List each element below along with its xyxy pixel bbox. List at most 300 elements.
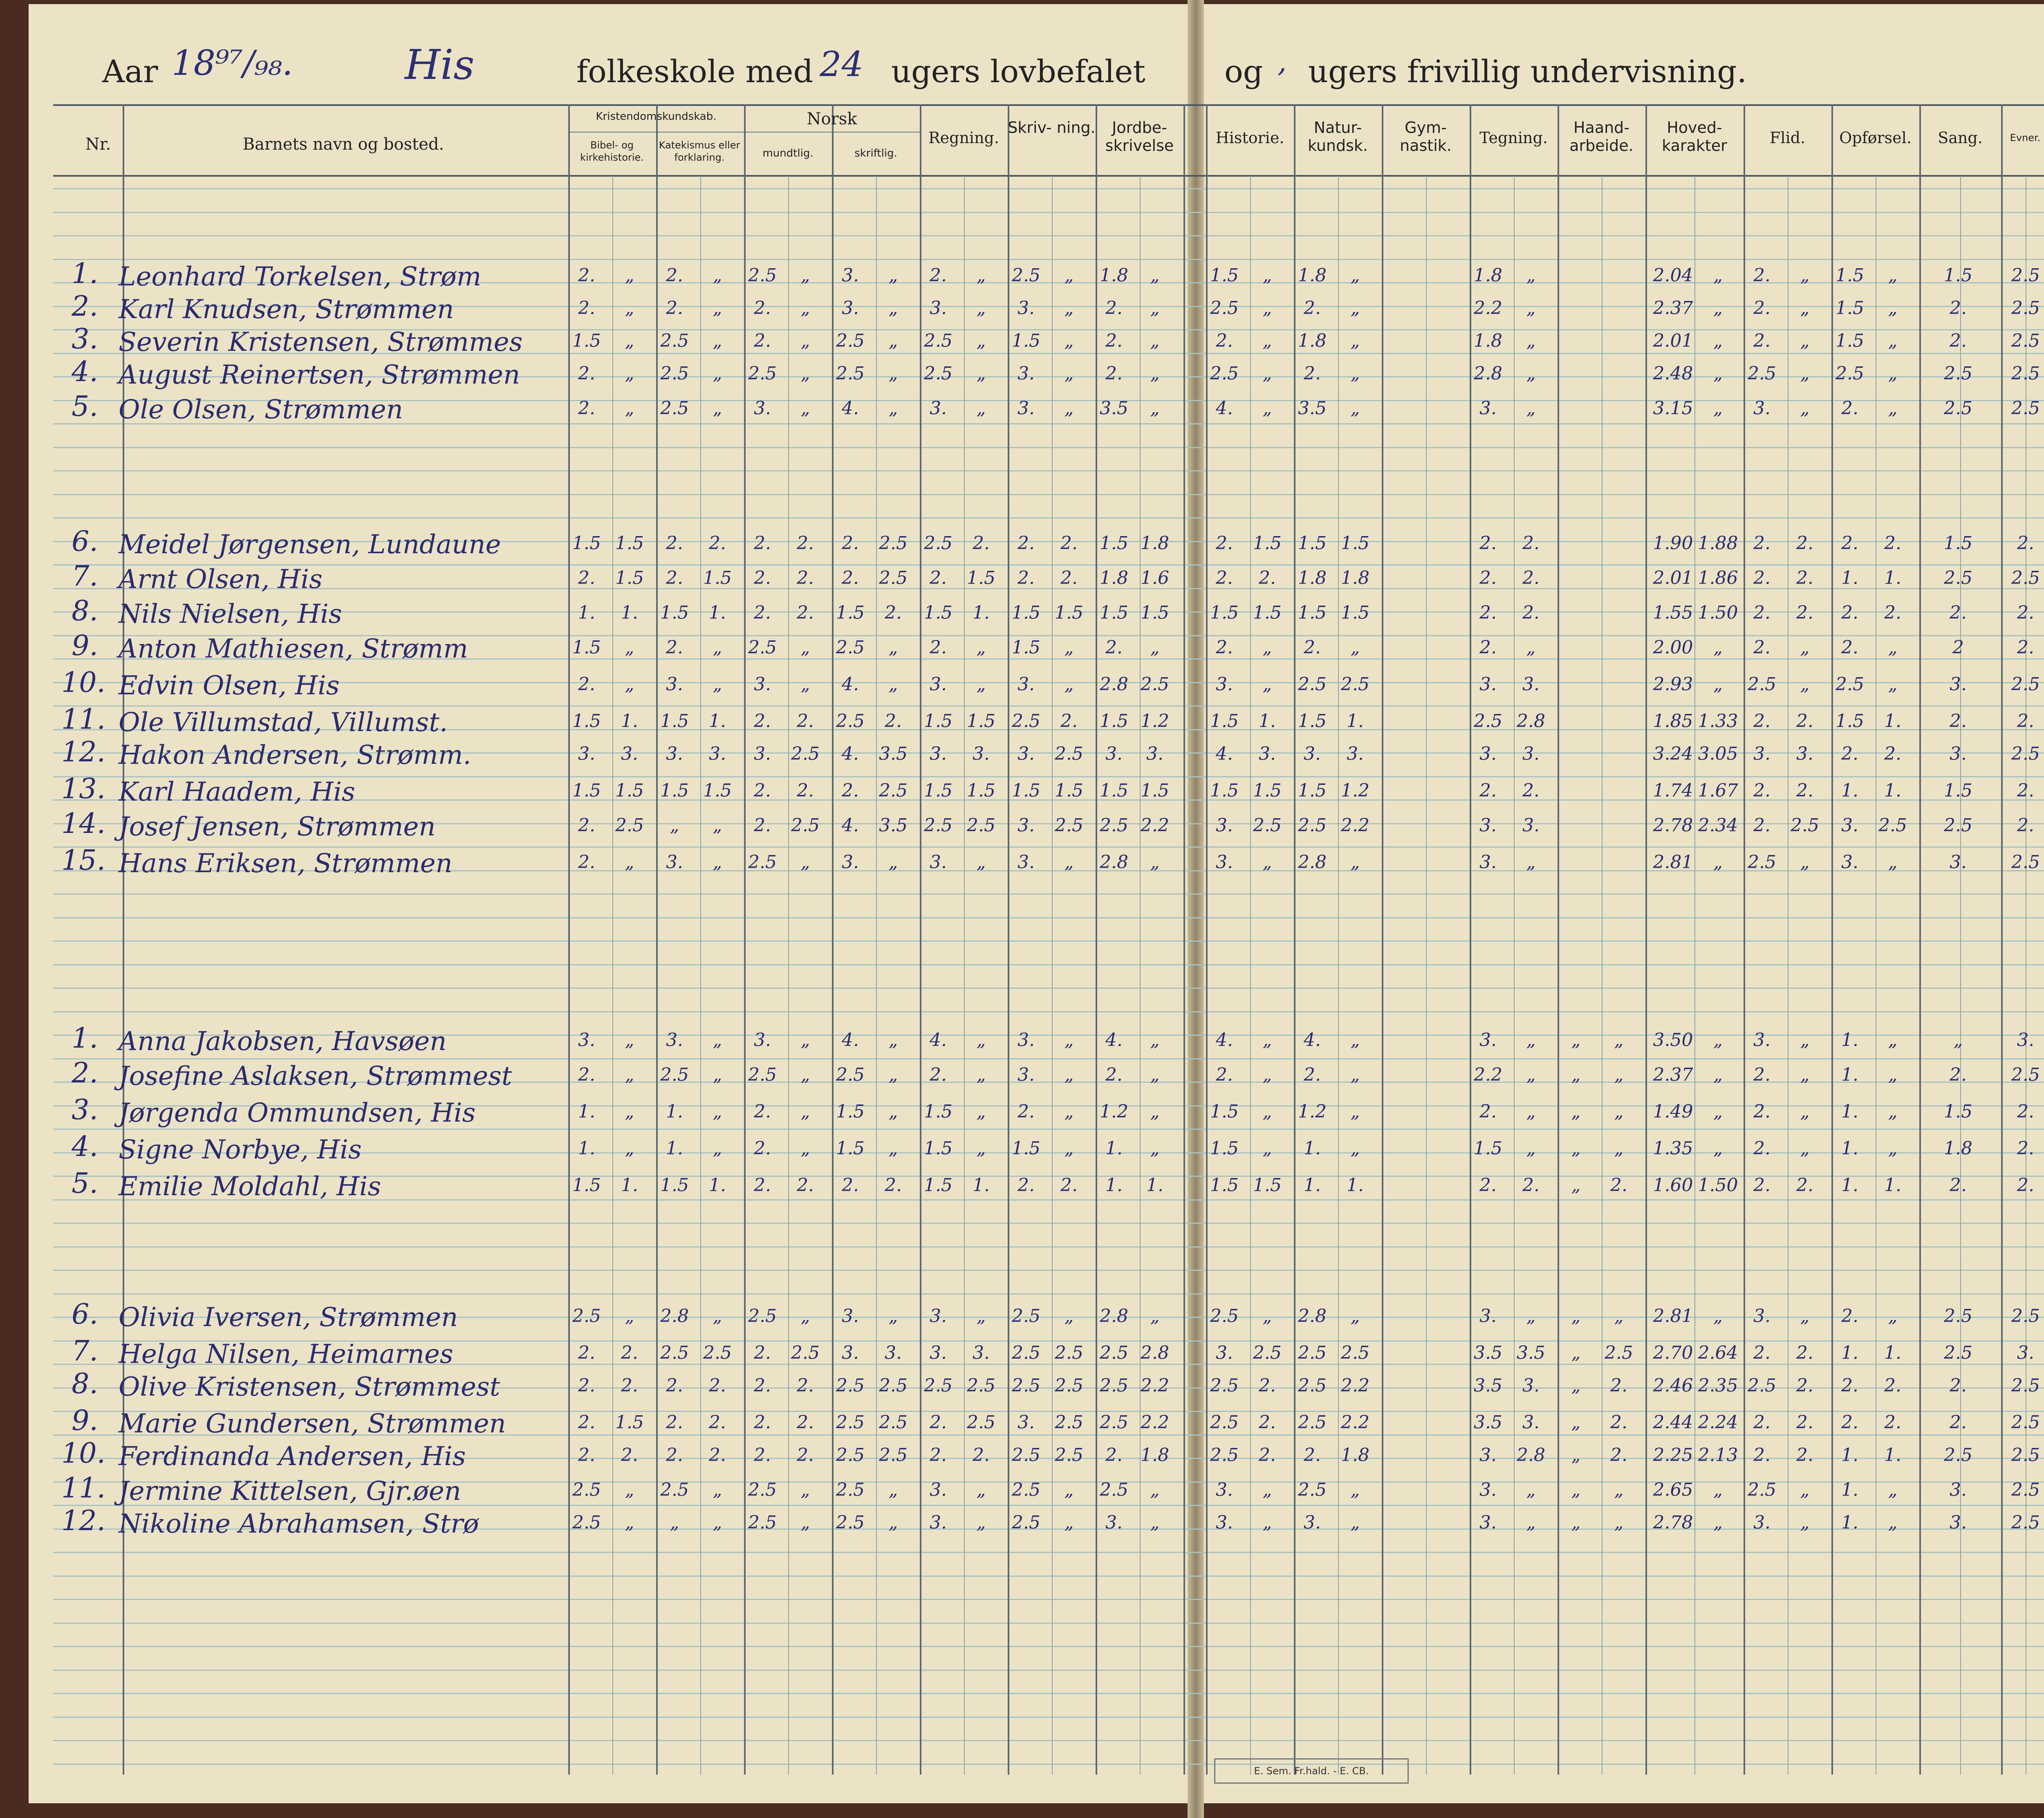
row-number: 5. bbox=[72, 391, 98, 423]
grade-cell: 2.5 bbox=[1944, 1445, 1972, 1466]
grade-cell: 2.5 bbox=[836, 1479, 865, 1500]
grade-cell: 2. bbox=[578, 568, 595, 588]
grade-cell: 2.5 bbox=[1100, 1375, 1128, 1396]
grade-cell: „ bbox=[1064, 265, 1074, 286]
row-number: 4. bbox=[72, 356, 98, 388]
grade-cell: 2.5 bbox=[791, 815, 820, 836]
grade-cell: „ bbox=[1350, 1479, 1360, 1500]
grade-cell: 2.46 bbox=[1653, 1375, 1693, 1396]
grade-cell: 2.5 bbox=[2011, 330, 2040, 351]
grade-cell: 2. bbox=[930, 568, 947, 588]
grade-cell: 2. bbox=[1259, 1445, 1276, 1466]
grade-cell: „ bbox=[1614, 1101, 1624, 1122]
grade-cell: 2. bbox=[1479, 533, 1497, 554]
grade-cell: „ bbox=[1350, 1101, 1360, 1122]
row-number: 6. bbox=[72, 1298, 98, 1331]
grade-cell: „ bbox=[976, 1101, 986, 1122]
grade-cell: 1.5 bbox=[1055, 780, 1083, 801]
grade-cell: 1.5 bbox=[1298, 602, 1327, 623]
grade-cell: 2. bbox=[1796, 533, 1813, 554]
grade-cell: 1.5 bbox=[1210, 1138, 1239, 1159]
grade-cell: 2. bbox=[1841, 637, 1858, 658]
grade-cell: 2.5 bbox=[660, 1064, 689, 1085]
grade-cell: 1. bbox=[1105, 1138, 1123, 1159]
grade-cell: 1. bbox=[1841, 1479, 1858, 1500]
grade-cell: 1.2 bbox=[1141, 711, 1169, 732]
grade-cell: 2.64 bbox=[1698, 1342, 1738, 1363]
grade-cell: 2. bbox=[1060, 1175, 1078, 1196]
grade-cell: 1.5 bbox=[1298, 533, 1327, 554]
grade-cell: „ bbox=[1800, 852, 1810, 873]
frivillig-text: ugers frivillig undervisning. bbox=[1308, 53, 1747, 90]
grade-cell: 3.5 bbox=[1298, 398, 1327, 419]
row-number: 14. bbox=[61, 808, 106, 840]
grade-cell: 2.2 bbox=[1341, 815, 1369, 836]
grade-cell: 1.5 bbox=[660, 780, 689, 801]
grade-cell: „ bbox=[1614, 1064, 1624, 1085]
grade-cell: 1.5 bbox=[572, 1175, 601, 1196]
grade-cell: 2. bbox=[1841, 1375, 1858, 1396]
grade-cell: 1.8 bbox=[1298, 330, 1327, 351]
grade-cell: 2. bbox=[797, 533, 814, 554]
grade-cell: 2. bbox=[1950, 298, 1967, 319]
grade-cell: „ bbox=[1064, 852, 1074, 873]
row-number: 2. bbox=[72, 290, 98, 323]
grade-cell: „ bbox=[1713, 398, 1723, 419]
grade-cell: 3. bbox=[842, 852, 859, 873]
grade-cell: 2.8 bbox=[1100, 674, 1128, 695]
grade-cell: 1.5 bbox=[660, 1175, 689, 1196]
grade-cell: „ bbox=[1150, 398, 1160, 419]
grade-cell: 2.2 bbox=[1341, 1412, 1369, 1433]
grade-cell: 1. bbox=[1884, 1445, 1901, 1466]
grade-cell: „ bbox=[1150, 1138, 1160, 1159]
grade-cell: 2.5 bbox=[660, 1342, 689, 1363]
grade-cell: 2.5 bbox=[660, 363, 689, 384]
row-number: 7. bbox=[72, 560, 98, 593]
grade-cell: 2. bbox=[1304, 1064, 1321, 1085]
grade-cell: 2. bbox=[709, 1445, 726, 1466]
grade-cell: „ bbox=[713, 1064, 722, 1085]
grade-cell: „ bbox=[888, 265, 898, 286]
grade-cell: 2.5 bbox=[748, 1306, 777, 1326]
student-name: Anna Jakobsen, Havsøen bbox=[119, 1026, 447, 1057]
grade-cell: 2. bbox=[666, 298, 683, 319]
grade-cell: „ bbox=[1526, 1101, 1536, 1122]
grade-cell: 2.5 bbox=[1253, 1342, 1282, 1363]
grade-cell: „ bbox=[800, 637, 810, 658]
grade-cell: 2. bbox=[1522, 1175, 1540, 1196]
grade-cell: „ bbox=[1150, 265, 1160, 286]
grade-cell: 1.5 bbox=[1253, 533, 1282, 554]
grade-cell: 3. bbox=[1018, 743, 1035, 764]
grade-cell: „ bbox=[1571, 1064, 1581, 1085]
grade-cell: 2. bbox=[842, 533, 859, 554]
grade-cell: 2.5 bbox=[1210, 1445, 1239, 1466]
grade-cell: 1.5 bbox=[924, 1175, 953, 1196]
grade-cell: 3. bbox=[842, 265, 859, 286]
grade-cell: 1.8 bbox=[1944, 1138, 1972, 1159]
grade-cell: 3. bbox=[1753, 743, 1771, 764]
grade-cell: 2.5 bbox=[1012, 1375, 1040, 1396]
row-number: 1. bbox=[72, 258, 98, 290]
grade-cell: „ bbox=[1350, 1306, 1360, 1326]
grade-cell: „ bbox=[670, 1512, 679, 1533]
grade-cell: 1.5 bbox=[1012, 1138, 1040, 1159]
grade-cell: 2. bbox=[930, 265, 947, 286]
grade-cell: 2.70 bbox=[1653, 1342, 1693, 1363]
grade-cell: 2.5 bbox=[1055, 1412, 1083, 1433]
grade-cell: „ bbox=[1888, 330, 1898, 351]
row-number: 8. bbox=[72, 595, 98, 627]
grade-cell: 3. bbox=[885, 1342, 902, 1363]
grade-cell: 1.5 bbox=[1253, 602, 1282, 623]
grade-cell: 1.8 bbox=[1341, 1445, 1369, 1466]
row-number: 9. bbox=[72, 1405, 98, 1437]
grade-cell: „ bbox=[1888, 363, 1898, 384]
grade-cell: 2. bbox=[1753, 1412, 1771, 1433]
col-nr: Nr. bbox=[85, 135, 111, 154]
grade-cell: 1.88 bbox=[1698, 533, 1738, 554]
grade-cell: 2. bbox=[1522, 780, 1540, 801]
grade-cell: 2.5 bbox=[660, 1479, 689, 1500]
grade-cell: 2. bbox=[2017, 815, 2034, 836]
grade-cell: 4. bbox=[1304, 1030, 1321, 1050]
student-name: August Reinertsen, Strømmen bbox=[119, 360, 520, 390]
grade-cell: 2. bbox=[754, 711, 771, 732]
grade-cell: „ bbox=[800, 1479, 810, 1500]
grade-cell: „ bbox=[1526, 637, 1536, 658]
grade-cell: 2. bbox=[1216, 330, 1233, 351]
grade-cell: „ bbox=[1953, 1030, 1963, 1050]
grade-cell: 3. bbox=[1950, 852, 1967, 873]
grade-cell: „ bbox=[1800, 398, 1810, 419]
grade-cell: 2. bbox=[1060, 568, 1078, 588]
grade-cell: „ bbox=[1571, 1479, 1581, 1500]
grade-cell: „ bbox=[800, 1064, 810, 1085]
grade-cell: 2. bbox=[578, 1064, 595, 1085]
grade-cell: 3. bbox=[1753, 1306, 1771, 1326]
grade-cell: 1. bbox=[1347, 1175, 1364, 1196]
grade-cell: 2.5 bbox=[1298, 1479, 1327, 1500]
grade-cell: „ bbox=[1713, 674, 1723, 695]
grade-cell: 3.5 bbox=[1100, 398, 1128, 419]
grade-cell: 3. bbox=[1479, 815, 1497, 836]
grade-cell: 3. bbox=[1018, 815, 1035, 836]
col-gymnastik: Gym- nastik. bbox=[1400, 119, 1452, 155]
student-name: Leonhard Torkelsen, Strøm bbox=[119, 262, 482, 292]
grade-cell: 1.5 bbox=[615, 568, 644, 588]
grade-cell: „ bbox=[625, 265, 634, 286]
grade-cell: 2. bbox=[1479, 1175, 1497, 1196]
grade-cell: „ bbox=[1888, 637, 1898, 658]
grade-cell: 2.5 bbox=[703, 1342, 732, 1363]
grade-cell: „ bbox=[1571, 1101, 1581, 1122]
grade-cell: 2.5 bbox=[2011, 568, 2040, 588]
grade-cell: 1.5 bbox=[1210, 711, 1239, 732]
grade-cell: 1.5 bbox=[660, 602, 689, 623]
grade-cell: 2. bbox=[1796, 602, 1813, 623]
grade-cell: 3. bbox=[1950, 1512, 1967, 1533]
grade-cell: „ bbox=[713, 1138, 722, 1159]
grade-cell: 1.8 bbox=[1474, 330, 1502, 351]
grade-cell: „ bbox=[625, 1138, 634, 1159]
row-number: 10. bbox=[61, 1437, 106, 1470]
grade-cell: „ bbox=[713, 1479, 722, 1500]
grade-cell: „ bbox=[1262, 1479, 1272, 1500]
grade-cell: 3.5 bbox=[879, 815, 908, 836]
grade-cell: 1. bbox=[1841, 1138, 1858, 1159]
grade-cell: „ bbox=[1350, 298, 1360, 319]
grade-cell: 1.5 bbox=[1012, 330, 1040, 351]
grade-cell: 2.5 bbox=[2011, 265, 2040, 286]
grade-cell: 2. bbox=[666, 1375, 683, 1396]
grade-cell: 2.8 bbox=[660, 1306, 689, 1326]
grade-cell: 2.2 bbox=[1341, 1375, 1369, 1396]
grade-cell: „ bbox=[1350, 330, 1360, 351]
aar-value: 18⁹⁷/₉₈. bbox=[172, 43, 293, 83]
grade-cell: 1.5 bbox=[1298, 711, 1327, 732]
row-number: 15. bbox=[61, 844, 106, 877]
frivillig-weeks: , bbox=[1278, 45, 1287, 79]
grade-cell: 3. bbox=[754, 1030, 771, 1050]
grade-cell: 1.8 bbox=[1141, 1445, 1169, 1466]
grade-cell: 2. bbox=[2017, 637, 2034, 658]
grade-cell: 1.8 bbox=[1474, 265, 1502, 286]
grade-cell: „ bbox=[976, 1064, 986, 1085]
grade-cell: 1.5 bbox=[615, 533, 644, 554]
grade-cell: 2. bbox=[2017, 780, 2034, 801]
grade-cell: 3. bbox=[621, 743, 638, 764]
grade-cell: „ bbox=[1713, 298, 1723, 319]
grade-cell: 1. bbox=[1105, 1175, 1123, 1196]
grade-cell: „ bbox=[800, 1101, 810, 1122]
grade-cell: „ bbox=[1064, 1030, 1074, 1050]
grade-cell: 2. bbox=[1479, 1101, 1497, 1122]
grade-cell: 1.5 bbox=[967, 711, 995, 732]
grade-cell: 1. bbox=[973, 1175, 990, 1196]
grade-cell: 2. bbox=[709, 1375, 726, 1396]
grade-cell: 1.6 bbox=[1141, 568, 1169, 588]
row-number: 5. bbox=[72, 1167, 98, 1200]
grade-cell: „ bbox=[1064, 1101, 1074, 1122]
grade-cell: 2. bbox=[842, 568, 859, 588]
grade-cell: 2. bbox=[666, 637, 683, 658]
grade-cell: 2. bbox=[1796, 1342, 1813, 1363]
grade-cell: 1. bbox=[1841, 780, 1858, 801]
grade-cell: 2. bbox=[709, 533, 726, 554]
grade-cell: 1.5 bbox=[1944, 1101, 1972, 1122]
grade-cell: 2.5 bbox=[660, 398, 689, 419]
grade-cell: „ bbox=[713, 637, 722, 658]
grade-cell: „ bbox=[1350, 1064, 1360, 1085]
grade-cell: „ bbox=[1262, 265, 1272, 286]
row-number: 6. bbox=[72, 525, 98, 558]
grade-cell: „ bbox=[1571, 1445, 1581, 1466]
grade-cell: 2. bbox=[1216, 533, 1233, 554]
grade-cell: 3. bbox=[1018, 398, 1035, 419]
grade-cell: 2. bbox=[1105, 330, 1123, 351]
grade-cell: 2. bbox=[1753, 602, 1771, 623]
grade-cell: 1. bbox=[709, 711, 726, 732]
grade-cell: 2. bbox=[797, 711, 814, 732]
grade-cell: „ bbox=[1888, 1306, 1898, 1326]
grade-cell: 2.5 bbox=[879, 780, 908, 801]
grade-cell: „ bbox=[1571, 1375, 1581, 1396]
grade-cell: 3. bbox=[1796, 743, 1813, 764]
grade-cell: 2. bbox=[1304, 1445, 1321, 1466]
student-name: Olive Kristensen, Strømmest bbox=[119, 1372, 500, 1402]
grade-cell: „ bbox=[1713, 1064, 1723, 1085]
grade-cell: 3. bbox=[1216, 674, 1233, 695]
student-name: Josef Jensen, Strømmen bbox=[119, 812, 436, 842]
grade-cell: „ bbox=[976, 637, 986, 658]
grade-cell: „ bbox=[1571, 1175, 1581, 1196]
grade-cell: 1.33 bbox=[1698, 711, 1738, 732]
grade-cell: 1.67 bbox=[1698, 780, 1738, 801]
grade-cell: 1.5 bbox=[1836, 330, 1864, 351]
grade-cell: 3.15 bbox=[1653, 398, 1693, 419]
grade-cell: „ bbox=[1526, 398, 1536, 419]
grade-cell: „ bbox=[1262, 852, 1272, 873]
row-number: 12. bbox=[61, 1505, 106, 1537]
grade-cell: 2.5 bbox=[1298, 1342, 1327, 1363]
grade-cell: „ bbox=[976, 1479, 986, 1500]
grade-cell: 2. bbox=[578, 265, 595, 286]
grade-cell: 3.5 bbox=[1517, 1342, 1545, 1363]
grade-cell: 1.5 bbox=[1210, 780, 1239, 801]
grade-cell: 2. bbox=[1796, 711, 1813, 732]
grade-cell: 3.5 bbox=[879, 743, 908, 764]
grade-cell: 2. bbox=[797, 780, 814, 801]
grade-cell: 2. bbox=[709, 1412, 726, 1433]
grade-cell: 1. bbox=[1841, 568, 1858, 588]
student-name: Hans Eriksen, Strømmen bbox=[119, 848, 453, 879]
grade-cell: 1.5 bbox=[615, 1412, 644, 1433]
grade-cell: 2. bbox=[1841, 602, 1858, 623]
grade-cell: 2.48 bbox=[1653, 363, 1693, 384]
grade-cell: „ bbox=[1888, 1479, 1898, 1500]
grade-cell: 3. bbox=[1018, 674, 1035, 695]
grade-cell: 2.5 bbox=[1100, 1479, 1128, 1500]
grade-cell: 2.65 bbox=[1653, 1479, 1693, 1500]
grade-cell: 2.81 bbox=[1653, 852, 1693, 873]
col-opforsel: Opførsel. bbox=[1839, 129, 1912, 147]
grade-cell: 2. bbox=[1841, 533, 1858, 554]
row-number: 11. bbox=[61, 703, 106, 736]
grade-cell: 3. bbox=[1018, 852, 1035, 873]
grade-cell: 3. bbox=[1259, 743, 1276, 764]
grade-cell: 2.8 bbox=[1100, 1306, 1128, 1326]
grade-cell: „ bbox=[1526, 1138, 1536, 1159]
grade-cell: 2.5 bbox=[1100, 1412, 1128, 1433]
grade-cell: 2. bbox=[1753, 265, 1771, 286]
grade-cell: 2.5 bbox=[967, 815, 995, 836]
grade-cell: „ bbox=[1262, 330, 1272, 351]
grade-cell: 1.5 bbox=[967, 780, 995, 801]
grade-cell: 2.5 bbox=[924, 363, 953, 384]
grade-cell: 2. bbox=[1610, 1412, 1627, 1433]
grade-cell: 2.8 bbox=[1517, 1445, 1545, 1466]
grade-cell: „ bbox=[1150, 298, 1160, 319]
grade-cell: 1.8 bbox=[1298, 265, 1327, 286]
col-jordbeskrivelse: Jordbe- skrivelse bbox=[1105, 119, 1174, 155]
grade-cell: 2. bbox=[930, 1412, 947, 1433]
grade-cell: „ bbox=[1262, 1306, 1272, 1326]
grade-cell: 2.5 bbox=[615, 815, 644, 836]
grade-cell: 2. bbox=[754, 780, 771, 801]
grade-cell: 2. bbox=[1216, 568, 1233, 588]
grade-cell: 2. bbox=[1479, 780, 1497, 801]
grade-cell: 2. bbox=[578, 1412, 595, 1433]
grade-cell: 2.5 bbox=[924, 533, 953, 554]
grade-cell: „ bbox=[1800, 1479, 1810, 1500]
grade-cell: „ bbox=[713, 398, 722, 419]
grade-cell: 2. bbox=[621, 1342, 638, 1363]
grade-cell: 1.5 bbox=[1100, 602, 1128, 623]
grade-cell: 3.05 bbox=[1698, 743, 1738, 764]
grade-cell: 2.5 bbox=[879, 1412, 908, 1433]
grade-cell: „ bbox=[888, 1479, 898, 1500]
lovbefalet-weeks: 24 bbox=[820, 44, 863, 84]
student-name: Karl Knudsen, Strømmen bbox=[119, 294, 454, 325]
grade-cell: „ bbox=[1614, 1479, 1624, 1500]
grade-cell: 2.5 bbox=[1836, 363, 1864, 384]
grade-cell: 2. bbox=[754, 602, 771, 623]
student-name: Emilie Moldahl, His bbox=[119, 1172, 381, 1202]
col-regning: Regning. bbox=[928, 129, 999, 147]
student-name: Ole Villumstad, Villumst. bbox=[119, 707, 448, 738]
grade-cell: 2. bbox=[930, 1064, 947, 1085]
grade-cell: 1.50 bbox=[1698, 1175, 1738, 1196]
grade-cell: 3. bbox=[2017, 1030, 2034, 1050]
grade-cell: 3. bbox=[930, 298, 947, 319]
grade-cell: 1.8 bbox=[1100, 568, 1128, 588]
grade-cell: 2.5 bbox=[836, 1445, 865, 1466]
student-name: Edvin Olsen, His bbox=[119, 671, 340, 701]
grade-cell: 1.5 bbox=[572, 330, 601, 351]
grade-cell: 3. bbox=[666, 743, 683, 764]
grade-cell: 2. bbox=[797, 1175, 814, 1196]
grade-cell: „ bbox=[1150, 1101, 1160, 1122]
grade-cell: 3. bbox=[1216, 1479, 1233, 1500]
grade-cell: 2. bbox=[1610, 1375, 1627, 1396]
grade-cell: 2. bbox=[666, 1412, 683, 1433]
grade-cell: 3. bbox=[1304, 1512, 1321, 1533]
grade-cell: 2. bbox=[973, 533, 990, 554]
grade-cell: 2. bbox=[2017, 1175, 2034, 1196]
grade-cell: „ bbox=[1262, 1512, 1272, 1533]
grade-cell: 2. bbox=[1753, 711, 1771, 732]
grade-cell: 3. bbox=[930, 1512, 947, 1533]
grade-cell: 3. bbox=[1216, 815, 1233, 836]
grade-cell: 2. bbox=[754, 815, 771, 836]
grade-cell: 2. bbox=[666, 265, 683, 286]
grade-cell: 3. bbox=[709, 743, 726, 764]
grade-cell: „ bbox=[1526, 1306, 1536, 1326]
grade-cell: 1. bbox=[621, 1175, 638, 1196]
grade-cell: 3.5 bbox=[1474, 1412, 1502, 1433]
grade-cell: 1.5 bbox=[1836, 298, 1864, 319]
grade-cell: 2.5 bbox=[1012, 1512, 1040, 1533]
grade-cell: 3. bbox=[1950, 1479, 1967, 1500]
grade-cell: 3. bbox=[1753, 1512, 1771, 1533]
grade-cell: 2.5 bbox=[1605, 1342, 1633, 1363]
grade-cell: „ bbox=[800, 398, 810, 419]
grade-cell: 2. bbox=[1216, 1064, 1233, 1085]
grade-cell: 3. bbox=[1522, 815, 1540, 836]
grade-cell: „ bbox=[625, 637, 634, 658]
